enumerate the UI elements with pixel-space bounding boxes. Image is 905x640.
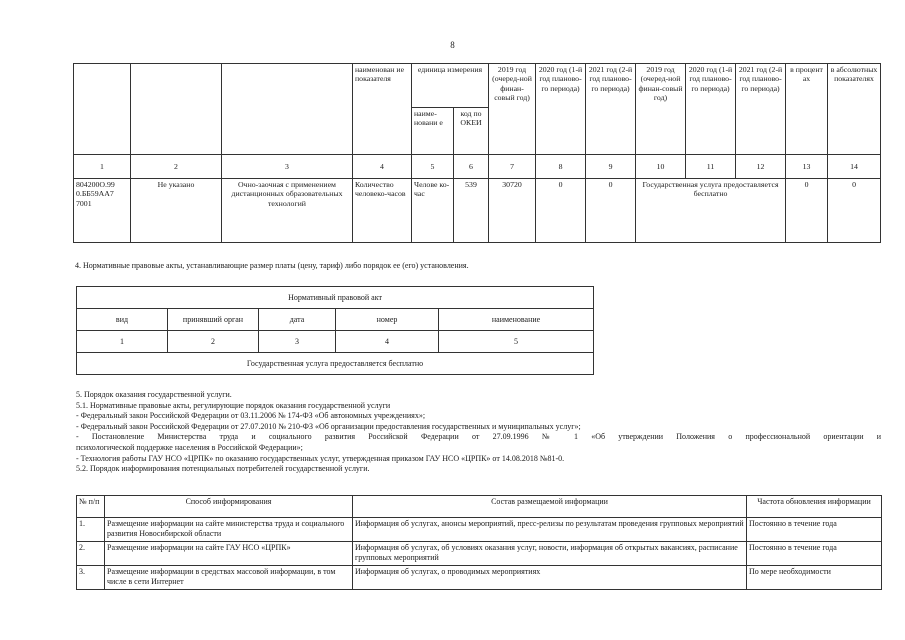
legal-acts-table [76,286,594,375]
header-year-2021-value: 2021 год (2-й год планово-го периода) [586,64,636,155]
info-header-frequency: Частота обновления информации [747,496,882,518]
col-number: 4 [353,155,412,179]
info-row-content: Информация об услугах, о проводимых мероприятиях [353,566,747,590]
legal-act-header: вид [77,309,168,331]
cell-unit-name: Челове ко-час [412,179,454,243]
registry-code: 804200О.99 0.ББ59АА7 7001 [74,179,131,243]
legal-act-col-number: 1 [77,331,168,353]
header-blank [131,64,222,155]
section5-text [76,390,881,475]
col-number: 6 [454,155,489,179]
info-header-content: Состав размещаемой информации [353,496,747,518]
info-row-method: Размещение информации в средствах массовой информации, в том числе в сети Интернет [105,566,353,590]
legal-act-header: наименование [439,309,594,331]
text-line: - Технология работы ГАУ НСО «ЦРПК» по оказанию государственных услуг, утвержденная приказом ГАУ НСО «ЦРПК» от 14.08.2018 №81-0. [76,453,565,463]
header-year-2019-price: 2019 год (очеред-ной финан-совый год) [636,64,686,155]
cell-price-free: Государственная услуга предоставляется бесплатно [636,179,786,243]
col-number: 8 [536,155,586,179]
cell-okei-code: 539 [454,179,489,243]
info-row-frequency: Постоянно в течение года [747,518,882,542]
cell-absolute: 0 [828,179,881,243]
text-line: - Федеральный закон Российской Федерации от 03.11.2006 № 174-ФЗ «Об автономных учреждениях»; [76,411,426,421]
col-number: 12 [736,155,786,179]
section4-intro: 4. Нормативные правовые акты, устанавливающие размер платы (цену, тариф) либо порядок ее (его) установления. [75,261,469,270]
cell-content-type: Не указано [131,179,222,243]
header-blank [74,64,131,155]
header-unit-measure: единица измерения [412,64,489,108]
header-year-2020-price: 2020 год (1-й год планово-го периода) [686,64,736,155]
legal-act-col-number: 2 [168,331,259,353]
text-line: 5. Порядок оказания государственной услуги. [76,390,232,399]
header-indicator-name: наименован ие показателя [353,64,412,155]
cell-value-2020: 0 [536,179,586,243]
cell-value-2021: 0 [586,179,636,243]
header-year-2021-price: 2021 год (2-й год планово-го периода) [736,64,786,155]
info-header-method: Способ информирования [105,496,353,518]
legal-act-free-note: Государственная услуга предоставляется бесплатно [77,353,594,375]
header-absolute: в абсолютных показателях [828,64,881,155]
col-number: 2 [131,155,222,179]
legal-act-header: номер [336,309,439,331]
header-unit-name: наиме-новани е [412,108,454,155]
col-number: 10 [636,155,686,179]
legal-act-header: дата [259,309,336,331]
info-row-number: 3. [77,566,105,590]
header-year-2020-value: 2020 год (1-й год планово-го периода) [536,64,586,155]
text-line: 5.2. Порядок информирования потенциальных потребителей государственной услуги. [76,464,370,474]
col-number: 5 [412,155,454,179]
col-number: 7 [489,155,536,179]
indicators-table [73,63,881,243]
cell-service-form: Очно-заочная с применением дистанционных образовательных технологий [222,179,353,243]
col-number: 1 [74,155,131,179]
info-row-method: Размещение информации на сайте министерства труда и социального развития Новосибирской области [105,518,353,542]
cell-indicator-name: Количество человеко-часов [353,179,412,243]
text-line: - Федеральный закон Российской Федерации от 27.07.2010 № 210-ФЗ «Об организации предоставления государственных и муниципальных услуг»; [76,421,581,431]
col-number: 9 [586,155,636,179]
info-row-frequency: Постоянно в течение года [747,542,882,566]
cell-value-2019: 30720 [489,179,536,243]
header-year-2019-value: 2019 год (очеред-ной финан-совый год) [489,64,536,155]
text-line: психологической поддержке населения в Российской Федерации»; [76,442,303,452]
legal-act-col-number: 3 [259,331,336,353]
page-number: 8 [450,40,455,50]
info-row-content: Информация об услугах, об условиях оказания услуг, новости, информация об открытых вакансиях, расписание групповых мероприятий [353,542,747,566]
col-number: 13 [786,155,828,179]
info-row-number: 1. [77,518,105,542]
text-line: - Постановление Министерства труда и социального развития Российской Федерации от 27.09.1996 № 1 «Об утверждении Положения о профессиональной ориентации и [76,432,881,442]
legal-act-col-number: 5 [439,331,594,353]
header-percent: в процент ах [786,64,828,155]
header-okei-code: код по ОКЕИ [454,108,489,155]
cell-percent: 0 [786,179,828,243]
info-header-number: № п/п [77,496,105,518]
col-number: 3 [222,155,353,179]
col-number: 14 [828,155,881,179]
legal-act-col-number: 4 [336,331,439,353]
text-line: 5.1. Нормативные правовые акты, регулирующие порядок оказания государственной услуги [76,400,391,410]
legal-act-title: Нормативный правовой акт [77,287,594,309]
col-number: 11 [686,155,736,179]
legal-act-header: принявший орган [168,309,259,331]
informing-table [76,495,882,590]
info-row-method: Размещение информации на сайте ГАУ НСО «ЦРПК» [105,542,353,566]
info-row-number: 2. [77,542,105,566]
info-row-content: Информация об услугах, анонсы мероприятий, пресс-релизы по результатам проведения групповых мероприятий [353,518,747,542]
header-blank [222,64,353,155]
info-row-frequency: По мере необходимости [747,566,882,590]
